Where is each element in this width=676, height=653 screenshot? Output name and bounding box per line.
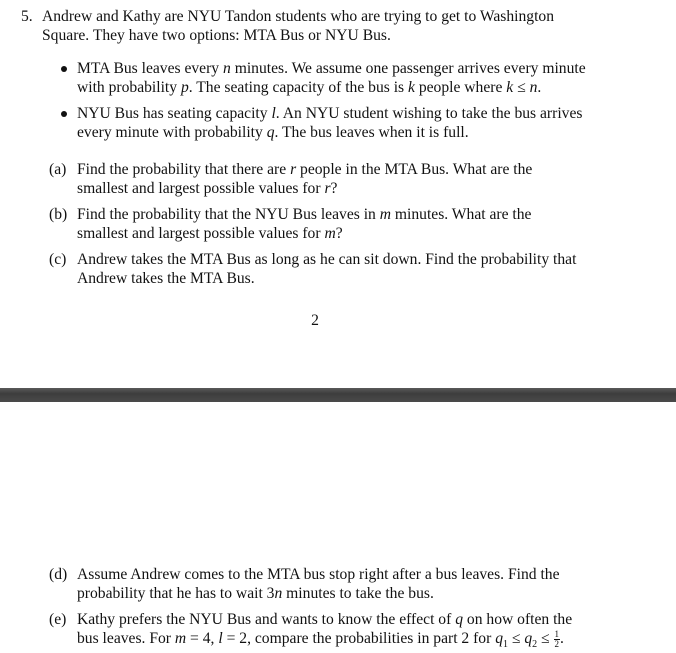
bullet-dot-icon bbox=[61, 111, 67, 117]
problem-number: 5. bbox=[21, 8, 33, 25]
part-b-line-1: Find the probability that the NYU Bus leaves in m minutes. What are the bbox=[77, 206, 532, 223]
bullet-mta-line-2: with probability p. The seating capacity of the bus is k people where k ≤ n. bbox=[77, 79, 542, 96]
bullet-mta-line-1: MTA Bus leaves every n minutes. We assume one passenger arrives every minute bbox=[77, 60, 586, 77]
part-c-line-2: Andrew takes the MTA Bus. bbox=[77, 270, 255, 287]
document-page-bottom bbox=[0, 402, 676, 653]
bullet-nyu-line-1: NYU Bus has seating capacity l. An NYU student wishing to take the bus arrives bbox=[77, 105, 583, 122]
part-a-line-2: smallest and largest possible values for r? bbox=[77, 180, 338, 197]
part-c-line-1: Andrew takes the MTA Bus as long as he can sit down. Find the probability that bbox=[77, 251, 577, 268]
part-b-line-2: smallest and largest possible values for m? bbox=[77, 225, 343, 242]
page-separator bbox=[0, 388, 676, 402]
part-a-label: (a) bbox=[49, 161, 67, 178]
part-e-line-1: Kathy prefers the NYU Bus and wants to know the effect of q on how often the bbox=[77, 611, 573, 628]
fraction-one-half: $\frac{1}{2}$ bbox=[554, 629, 560, 649]
part-b-label: (b) bbox=[49, 206, 68, 223]
part-e-line-2: bus leaves. For m = 4, l = 2, compare the probabilities in part 2 for $q_1 \le q_2$ ≤ $\frac{1}{2}$ . bbox=[77, 629, 564, 651]
part-d-label: (d) bbox=[49, 566, 68, 583]
bullet-nyu-line-2: every minute with probability q. The bus leaves when it is full. bbox=[77, 124, 469, 141]
part-e-label: (e) bbox=[49, 611, 67, 628]
problem-intro-line-2: Square. They have two options: MTA Bus or NYU Bus. bbox=[42, 27, 391, 44]
part-d-line-1: Assume Andrew comes to the MTA bus stop right after a bus leaves. Find the bbox=[77, 566, 560, 583]
part-a-line-1: Find the probability that there are r people in the MTA Bus. What are the bbox=[77, 161, 533, 178]
problem-intro-line-1: Andrew and Kathy are NYU Tandon students who are trying to get to Washington bbox=[42, 8, 555, 25]
bullet-dot-icon bbox=[61, 66, 67, 72]
part-d-line-2: probability that he has to wait 3n minutes to take the bus. bbox=[77, 585, 434, 602]
part-c-label: (c) bbox=[49, 251, 67, 268]
page-number: 2 bbox=[311, 312, 319, 329]
